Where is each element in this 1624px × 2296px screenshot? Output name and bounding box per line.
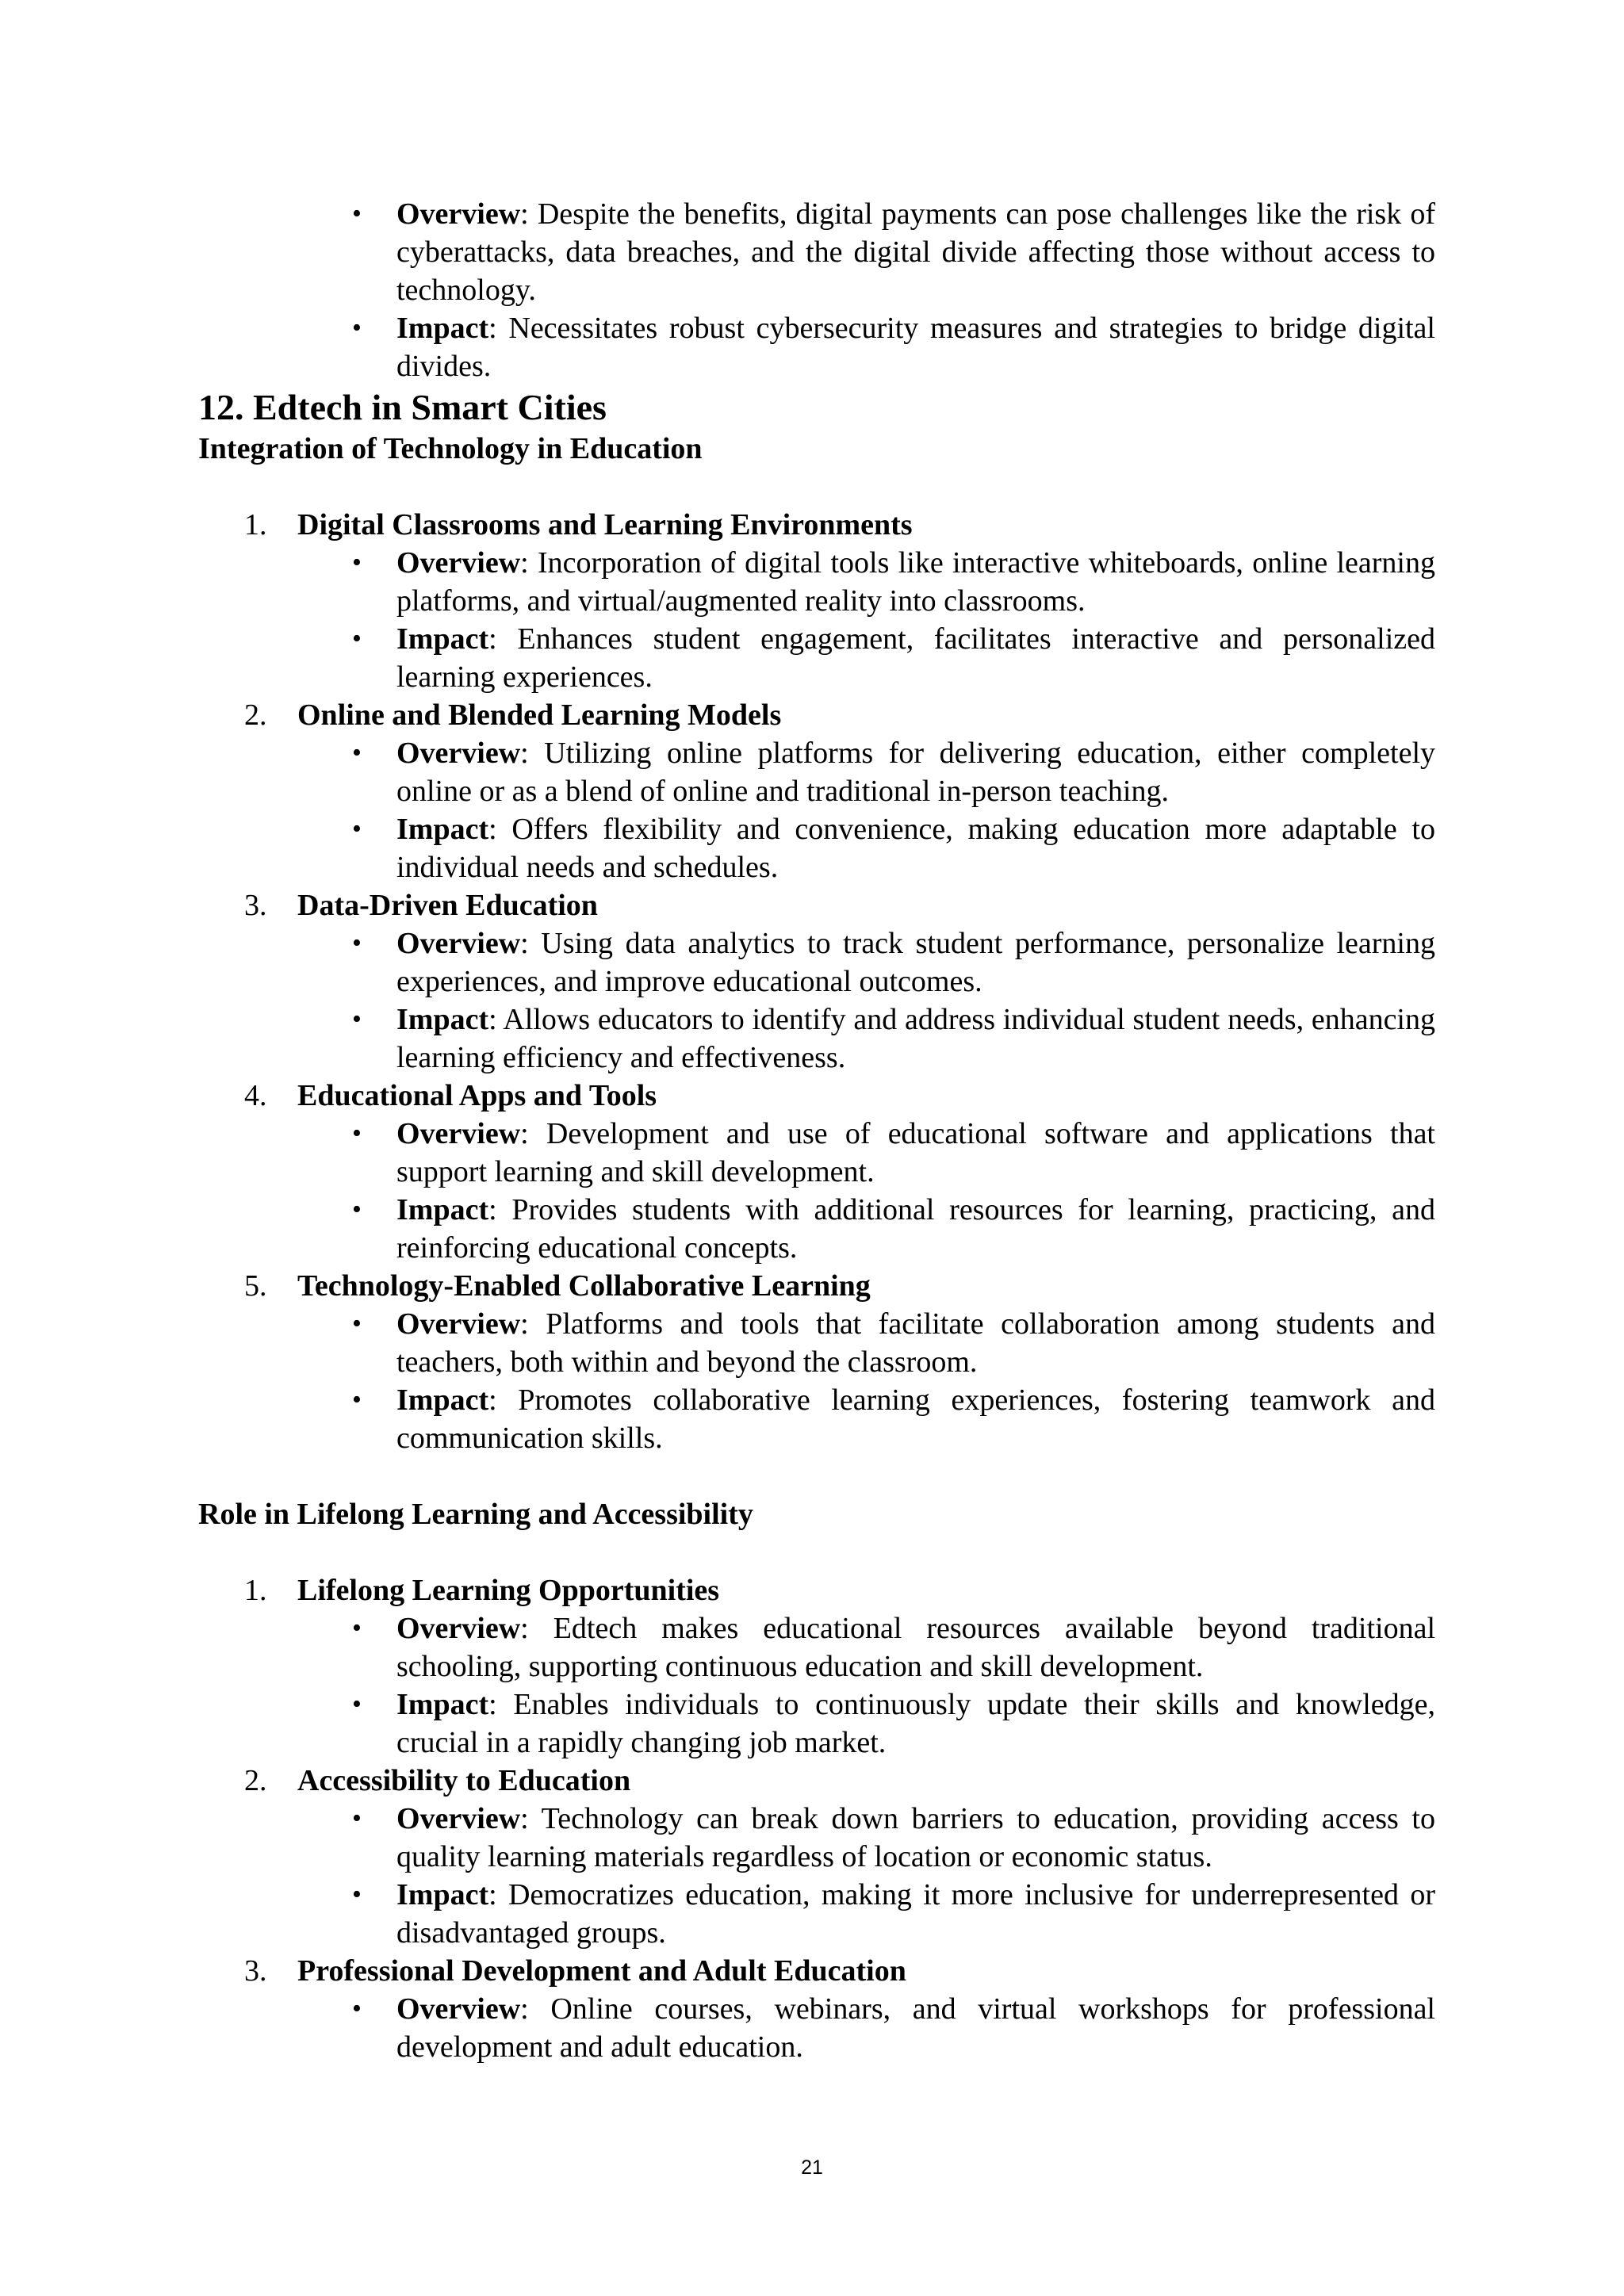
bullet-term: Impact — [396, 622, 489, 656]
item-number: 1. — [244, 508, 267, 541]
bullet-term: Impact — [396, 813, 489, 846]
item-title-text: Professional Development and Adult Education — [297, 1954, 906, 1988]
item-number: 5. — [244, 1269, 267, 1303]
bullet-item — [352, 1686, 1435, 1762]
bullet-term: Impact — [396, 1003, 489, 1036]
bullet-term: Overview — [396, 546, 521, 580]
bullet-term: Overview — [396, 737, 521, 770]
item-number: 2. — [244, 698, 267, 732]
item-title-text: Data-Driven Education — [297, 889, 598, 922]
item-title-text: Technology-Enabled Collaborative Learning — [297, 1269, 871, 1303]
bullet-item — [352, 1800, 1435, 1876]
bullet-text: : Enhances student engagement, facilitates interactive and personalized learning experiences. — [396, 622, 1435, 694]
item-title-text: Online and Blended Learning Models — [297, 698, 782, 732]
bullet-text: : Development and use of educational software and applications that support learning and skill development. — [396, 1117, 1435, 1188]
bullet-term: Overview — [396, 1612, 521, 1645]
bullet-icon: • — [352, 1119, 362, 1148]
bullet-icon: • — [352, 1613, 362, 1643]
item-title-text: Lifelong Learning Opportunities — [297, 1574, 720, 1607]
numbered-item — [198, 696, 1435, 886]
numbered-item — [198, 1571, 1435, 1762]
bullet-term: Overview — [396, 1992, 521, 2026]
spacer — [198, 468, 1435, 506]
bullet-text: : Online courses, webinars, and virtual workshops for professional development and adult education. — [396, 1992, 1435, 2064]
bullet-list — [198, 1609, 1435, 1762]
bullet-term: Impact — [396, 1688, 489, 1721]
bullet-text: : Using data analytics to track student performance, personalize learning experiences, and improve educational outcomes. — [396, 927, 1435, 998]
bullet-term: Overview — [396, 1802, 521, 1835]
bullet-list — [198, 924, 1435, 1077]
bullet-text: : Allows educators to identify and address individual student needs, enhancing learning efficiency and effectiveness. — [396, 1003, 1435, 1074]
bullet-item — [352, 734, 1435, 810]
bullet-list — [198, 1800, 1435, 1952]
numbered-list — [198, 1571, 1435, 2066]
bullet-term: Impact — [396, 312, 489, 345]
numbered-item-title — [198, 886, 1435, 924]
bullet-icon: • — [352, 1385, 362, 1414]
bullet-item — [352, 924, 1435, 1001]
bullet-icon: • — [352, 1004, 362, 1034]
item-number: 1. — [244, 1574, 267, 1607]
bullet-text: : Technology can break down barriers to education, providing access to quality learning materials regardless of location or economic status. — [396, 1802, 1435, 1873]
numbered-item-title — [198, 506, 1435, 544]
bullet-text: : Provides students with additional resources for learning, practicing, and reinforcing educational concepts. — [396, 1193, 1435, 1265]
numbered-item — [198, 1762, 1435, 1952]
bullet-icon: • — [352, 313, 362, 342]
bullet-list — [198, 1115, 1435, 1267]
bullet-item — [352, 1990, 1435, 2066]
bullet-term: Impact — [396, 1383, 489, 1417]
bullet-list — [198, 1990, 1435, 2066]
page-number: 21 — [801, 2156, 823, 2179]
item-number: 3. — [244, 889, 267, 922]
bullet-item — [352, 544, 1435, 620]
bullet-item — [352, 309, 1435, 385]
bullet-item — [352, 1115, 1435, 1191]
bullet-text: : Enables individuals to continuously update their skills and knowledge, crucial in a rapidly changing job market. — [396, 1688, 1435, 1759]
bullet-text: : Edtech makes educational resources available beyond traditional schooling, supporting continuous education and skill development. — [396, 1612, 1435, 1683]
subsection-heading: Role in Lifelong Learning and Accessibility — [198, 1498, 753, 1531]
bullet-term: Overview — [396, 1307, 521, 1341]
bullet-list — [198, 734, 1435, 886]
bullet-item — [352, 1001, 1435, 1077]
numbered-item-title — [198, 696, 1435, 734]
bullet-icon: • — [352, 1195, 362, 1224]
numbered-item — [198, 886, 1435, 1077]
bullet-term: Impact — [396, 1193, 489, 1226]
bullet-text: : Offers flexibility and convenience, making education more adaptable to individual needs and schedules. — [396, 813, 1435, 884]
spacer — [198, 1533, 1435, 1571]
bullet-item — [352, 810, 1435, 886]
bullet-item — [352, 1609, 1435, 1686]
numbered-item — [198, 506, 1435, 696]
bullet-icon: • — [352, 738, 362, 767]
bullet-icon: • — [352, 548, 362, 577]
numbered-list — [198, 506, 1435, 1457]
bullet-item — [352, 1305, 1435, 1381]
bullet-list — [198, 544, 1435, 696]
bullet-text: : Platforms and tools that facilitate collaboration among students and teachers, both within and beyond the classroom. — [396, 1307, 1435, 1379]
bullet-term: Overview — [396, 1117, 521, 1150]
numbered-item-title — [198, 1762, 1435, 1800]
bullet-term: Overview — [396, 197, 521, 231]
bullet-item — [352, 1876, 1435, 1952]
numbered-item-title — [198, 1952, 1435, 1990]
bullet-text: : Necessitates robust cybersecurity measures and strategies to bridge digital divides. — [396, 312, 1435, 383]
numbered-item-title — [198, 1571, 1435, 1609]
bullet-text: : Utilizing online platforms for delivering education, either completely online or as a blend of online and traditional in-person teaching. — [396, 737, 1435, 808]
bullet-icon: • — [352, 814, 362, 844]
numbered-item-title — [198, 1267, 1435, 1305]
subsection-heading: Integration of Technology in Education — [198, 432, 703, 465]
bullet-icon: • — [352, 1689, 362, 1719]
bullet-item — [352, 195, 1435, 309]
bullet-text: : Despite the benefits, digital payments can pose challenges like the risk of cyberattacks, data breaches, and the digital divide affecting those without access to technology. — [396, 197, 1435, 307]
bullet-icon: • — [352, 1309, 362, 1338]
bullet-icon: • — [352, 1880, 362, 1909]
bullet-item — [352, 1191, 1435, 1267]
bullet-term: Impact — [396, 1878, 489, 1911]
bullet-text: : Promotes collaborative learning experiences, fostering teamwork and communication skills. — [396, 1383, 1435, 1455]
bullet-icon: • — [352, 199, 362, 228]
bullet-item — [352, 1381, 1435, 1457]
section-title: 12. Edtech in Smart Cities — [198, 387, 607, 427]
bullet-icon: • — [352, 928, 362, 958]
bullet-list — [198, 1305, 1435, 1457]
intro-bullet-list — [198, 195, 1435, 385]
bullet-icon: • — [352, 1994, 362, 2023]
bullet-text: : Democratizes education, making it more inclusive for underrepresented or disadvantaged groups. — [396, 1878, 1435, 1950]
bullet-icon: • — [352, 1804, 362, 1833]
bullet-text: : Incorporation of digital tools like interactive whiteboards, online learning platforms, and virtual/augmented reality into classrooms. — [396, 546, 1435, 618]
item-number: 2. — [244, 1764, 267, 1797]
item-title-text: Accessibility to Education — [297, 1764, 631, 1797]
numbered-item-title — [198, 1077, 1435, 1115]
item-title-text: Educational Apps and Tools — [297, 1079, 657, 1112]
numbered-item — [198, 1267, 1435, 1457]
spacer — [198, 1457, 1435, 1495]
item-number: 3. — [244, 1954, 267, 1988]
bullet-term: Overview — [396, 927, 521, 960]
numbered-item — [198, 1952, 1435, 2066]
bullet-icon: • — [352, 624, 362, 653]
bullet-item — [352, 620, 1435, 696]
numbered-item — [198, 1077, 1435, 1267]
item-number: 4. — [244, 1079, 267, 1112]
page-content — [198, 195, 1435, 2066]
item-title-text: Digital Classrooms and Learning Environments — [297, 508, 913, 541]
